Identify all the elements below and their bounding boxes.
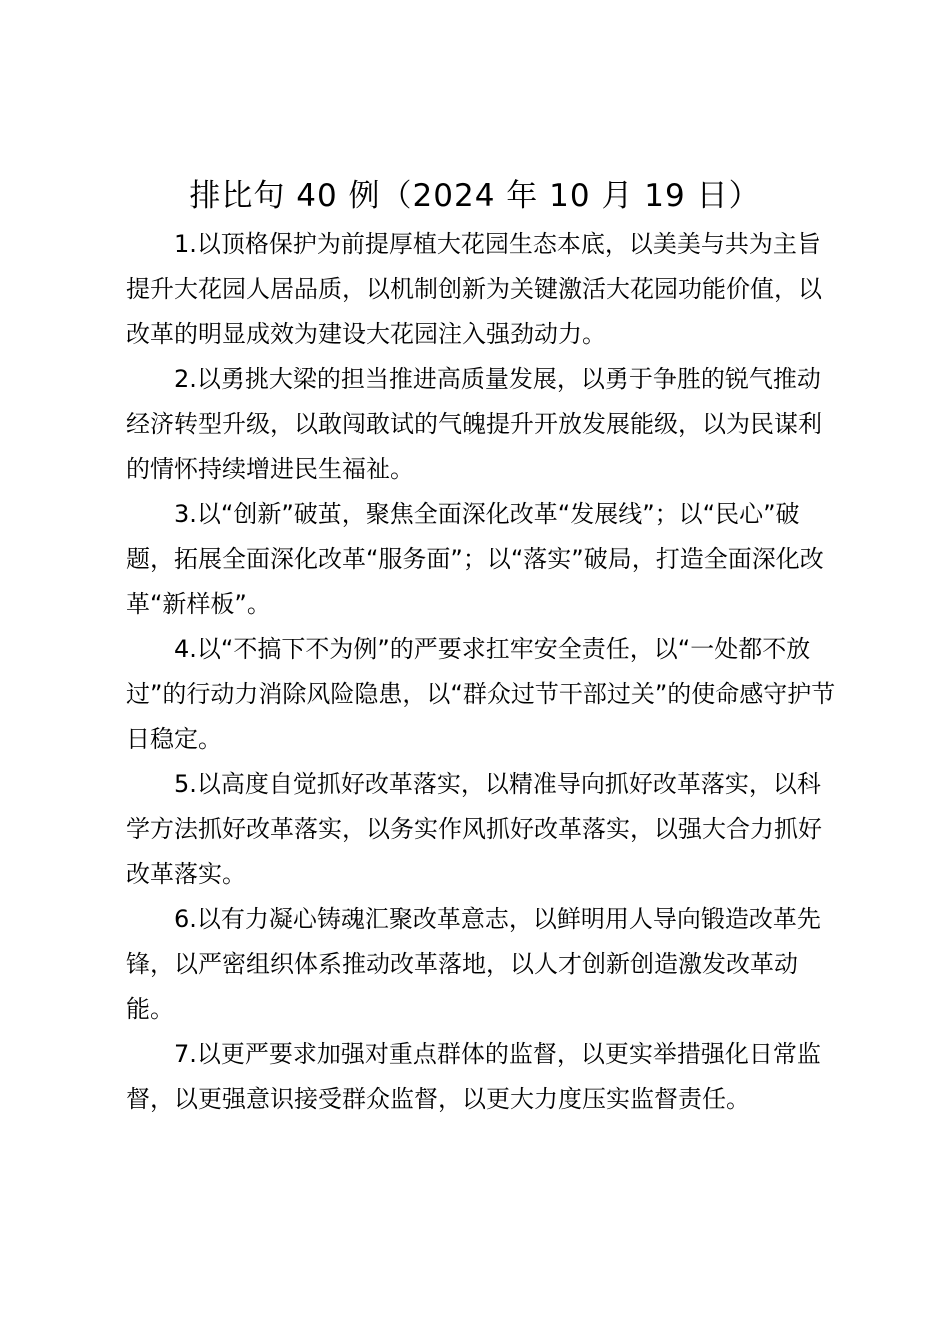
paragraph-6: 6.以有力凝心铸魂汇聚改革意志，以鲜明用人导向锻造改革先锋，以严密组织体系推动改革落地，以人才创新创造激发改革动能。: [126, 905, 821, 1023]
document-body: [126, 222, 838, 1122]
paragraph-4: 4.以“不搞下不为例”的严要求扛牢安全责任，以“一处都不放过”的行动力消除风险隐患，以“群众过节干部过关”的使命感守护节日稳定。: [126, 635, 836, 753]
paragraph-7: 7.以更严要求加强对重点群体的监督，以更实举措强化日常监督，以更强意识接受群众监督，以更大力度压实监督责任。: [126, 1040, 821, 1113]
paragraph-3: 3.以“创新”破茧，聚焦全面深化改革“发展线”；以“民心”破题，拓展全面深化改革“服务面”；以“落实”破局，打造全面深化改革“新样板”。: [126, 500, 824, 618]
paragraph-1: 1.以顶格保护为前提厚植大花园生态本底，以美美与共为主旨提升大花园人居品质，以机制创新为关键激活大花园功能价值，以改革的明显成效为建设大花园注入强劲动力。: [126, 230, 822, 348]
paragraph-2: 2.以勇挑大梁的担当推进高质量发展，以勇于争胜的锐气推动经济转型升级，以敢闯敢试的气魄提升开放发展能级，以为民谋利的情怀持续增进民生福祉。: [126, 365, 822, 483]
paragraph-5: 5.以高度自觉抓好改革落实，以精准导向抓好改革落实，以科学方法抓好改革落实，以务实作风抓好改革落实，以强大合力抓好改革落实。: [126, 770, 822, 888]
document-title: 排比句 40 例（2024 年 10 月 19 日）: [189, 178, 761, 214]
